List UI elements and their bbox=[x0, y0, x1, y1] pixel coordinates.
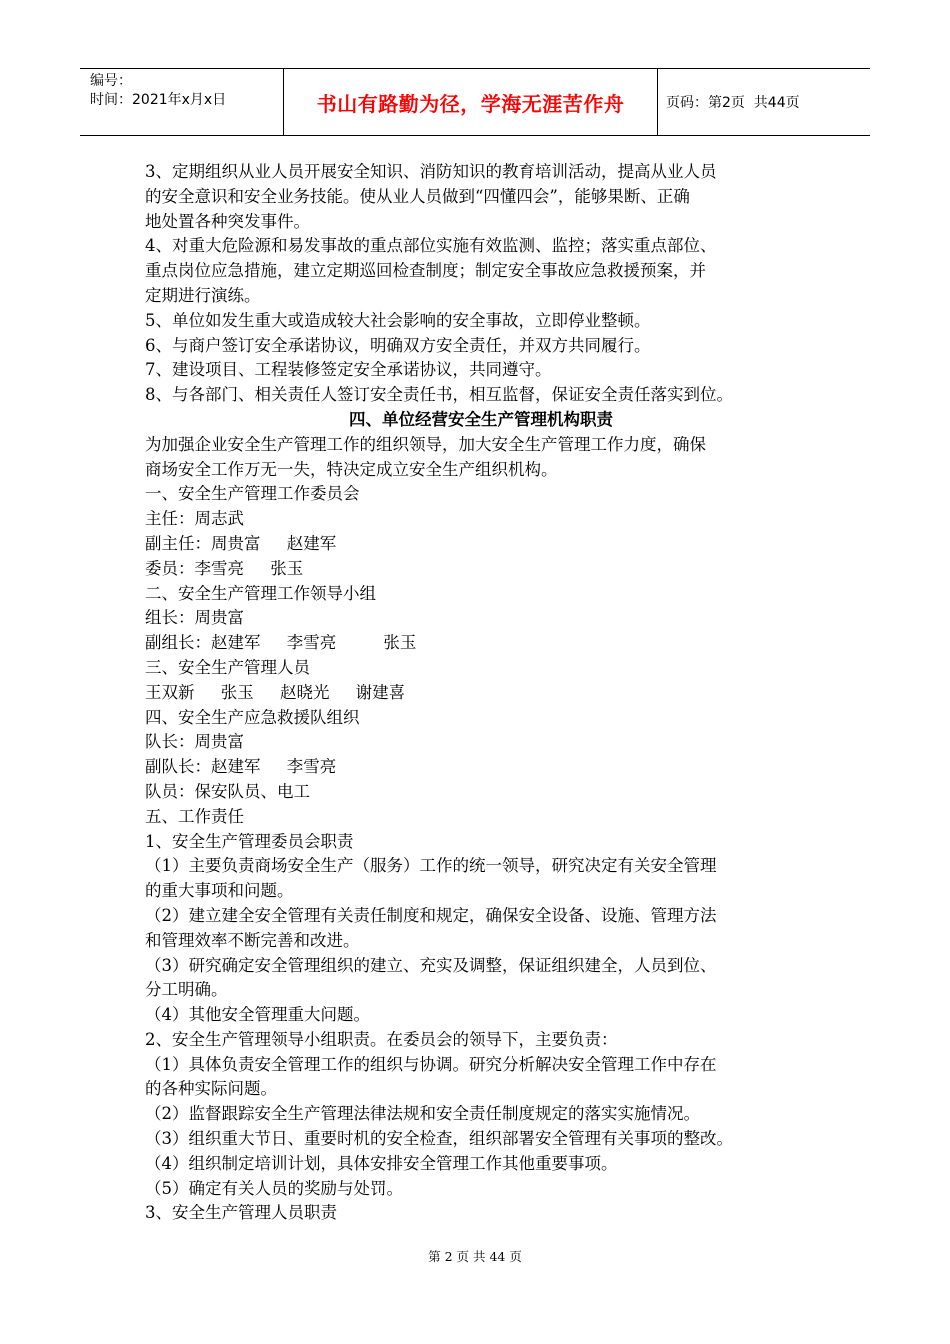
text-line: 队员：保安队员、电工 bbox=[145, 781, 310, 801]
text-line: 队长：周贵富 bbox=[145, 732, 244, 752]
text-line: 为加强企业安全生产管理工作的组织领导，加大安全生产管理工作力度，确保 bbox=[145, 434, 706, 454]
text-line: 地处置各种突发事件。 bbox=[145, 211, 310, 231]
text-line: 副组长：赵建军 李雪亮 张玉 bbox=[145, 633, 417, 653]
header-meta bbox=[80, 69, 284, 135]
text-line: 3、定期组织从业人员开展安全知识、消防知识的教育培训活动，提高从业人员 bbox=[145, 162, 717, 181]
text-line: 二、安全生产管理工作领导小组 bbox=[145, 583, 376, 603]
date-label: 时间：2021年x月x日 bbox=[90, 92, 227, 108]
page-header bbox=[80, 68, 870, 136]
text-line: 的重大事项和问题。 bbox=[145, 881, 294, 901]
text-line: 的各种实际问题。 bbox=[145, 1079, 277, 1099]
text-line: 定期进行演练。 bbox=[145, 285, 261, 305]
text-line: 分工明确。 bbox=[145, 980, 228, 1000]
text-line: 和管理效率不断完善和改进。 bbox=[145, 930, 360, 950]
text-line: 王双新 张玉 赵晓光 谢建喜 bbox=[145, 682, 406, 702]
header-motto: 书山有路勤为径，学海无涯苦作舟 bbox=[284, 69, 658, 135]
text-line: 主任：周志武 bbox=[145, 509, 244, 529]
text-line: 3、安全生产管理人员职责 bbox=[145, 1203, 337, 1223]
text-line: （1）主要负责商场安全生产（服务）工作的统一领导，研究决定有关安全管理 bbox=[145, 856, 717, 876]
text-line: 副队长：赵建军 李雪亮 bbox=[145, 757, 337, 777]
text-line: （1）具体负责安全管理工作的组织与协调。研究分析解决安全管理工作中存在 bbox=[145, 1054, 717, 1074]
header-page-info: 页码：第2页 共44页 bbox=[666, 95, 800, 111]
text-line: （5）确定有关人员的奖励与处罚。 bbox=[145, 1178, 403, 1198]
text-line: 7、建设项目、工程装修签定安全承诺协议，共同遵守。 bbox=[145, 360, 552, 380]
text-line: 一、安全生产管理工作委员会 bbox=[145, 484, 360, 504]
text-line: 1、安全生产管理委员会职责 bbox=[145, 831, 354, 851]
text-line: 2、安全生产管理领导小组职责。在委员会的领导下，主要负责： bbox=[145, 1029, 618, 1049]
text-line: 委员：李雪亮 张玉 bbox=[145, 558, 304, 578]
text-line: 商场安全工作万无一失，特决定成立安全生产组织机构。 bbox=[145, 459, 558, 479]
text-line: 组长：周贵富 bbox=[145, 608, 244, 628]
page-footer: 第 2 页 共 44 页 bbox=[428, 1249, 522, 1264]
section-heading: 四、单位经营安全生产管理机构职责 bbox=[349, 409, 613, 429]
text-line: 8、与各部门、相关责任人签订安全责任书，相互监督，保证安全责任落实到位。 bbox=[145, 385, 733, 405]
serial-label: 编号： bbox=[90, 73, 132, 89]
text-line: 5、单位如发生重大或造成较大社会影响的安全事故，立即停业整顿。 bbox=[145, 310, 651, 330]
text-line: 重点岗位应急措施，建立定期巡回检查制度；制定安全事故应急救援预案，并 bbox=[145, 261, 706, 281]
text-line: （2）建立建全安全管理有关责任制度和规定，确保安全设备、设施、管理方法 bbox=[145, 905, 717, 925]
text-line: 6、与商户签订安全承诺协议，明确双方安全责任，并双方共同履行。 bbox=[145, 335, 651, 355]
text-line: （4）其他安全管理重大问题。 bbox=[145, 1005, 370, 1025]
text-line: 三、安全生产管理人员 bbox=[145, 657, 310, 677]
text-line: （3）研究确定安全管理组织的建立、充实及调整，保证组织建全，人员到位、 bbox=[145, 955, 717, 975]
text-line: （3）组织重大节日、重要时机的安全检查，组织部署安全管理有关事项的整改。 bbox=[145, 1129, 733, 1149]
text-line: 四、安全生产应急救援队组织 bbox=[145, 707, 360, 727]
text-line: 五、工作责任 bbox=[145, 806, 244, 826]
text-line: （4）组织制定培训计划，具体安排安全管理工作其他重要事项。 bbox=[145, 1153, 618, 1173]
text-line: （2）监督跟踪安全生产管理法律法规和安全责任制度规定的落实实施情况。 bbox=[145, 1104, 700, 1124]
text-line: 副主任：周贵富 赵建军 bbox=[145, 533, 337, 553]
text-line: 的安全意识和安全业务技能。使从业人员做到“四懂四会”，能够果断、正确 bbox=[145, 186, 690, 206]
text-line: 4、对重大危险源和易发事故的重点部位实施有效监测、监控；落实重点部位、 bbox=[145, 236, 717, 256]
document-body bbox=[145, 160, 817, 1226]
